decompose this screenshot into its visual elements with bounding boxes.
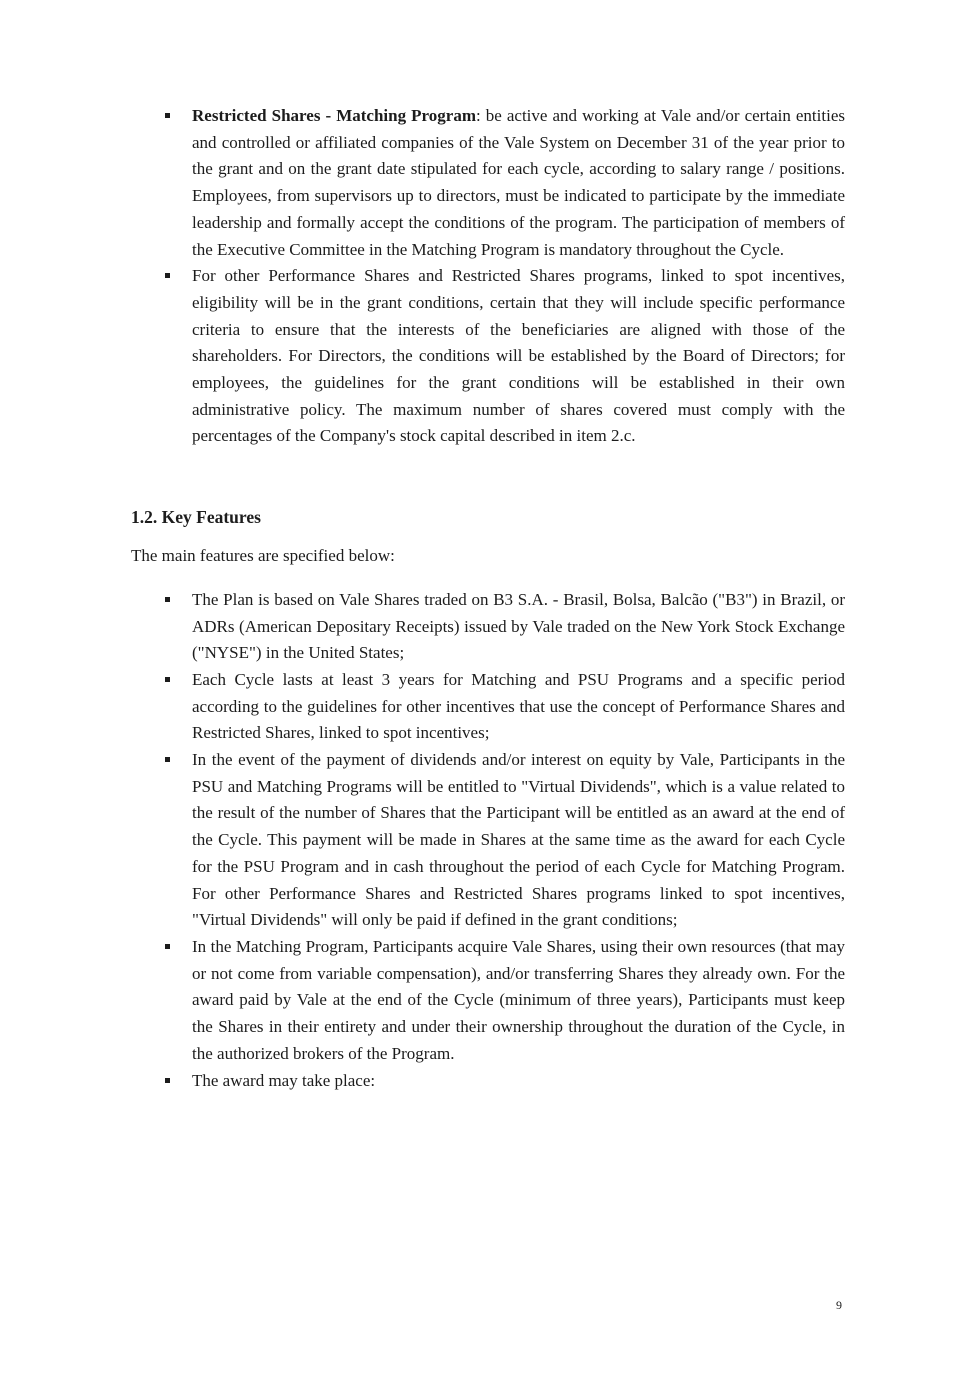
- eligibility-bullet-list: [131, 103, 845, 450]
- bullet-item: [131, 103, 845, 263]
- bullet-item: [131, 1068, 845, 1095]
- page-content: [131, 103, 845, 1094]
- bullet-square-icon: [165, 1078, 170, 1083]
- bullet-bold-lead: Restricted Shares - Matching Program: [192, 106, 476, 125]
- bullet-item: [131, 747, 845, 934]
- bullet-item: [131, 263, 845, 450]
- bullet-text: In the event of the payment of dividends and/or interest on equity by Vale, Participants in the PSU and Matching Programs will be entitled to "Virtual Dividends", which is a value related to the result of the number of Shares that the Participant will be entitled as an award at the end of the Cycle. This payment will be made in Shares at the same time as the award for each Cycle for the PSU Program and in cash throughout the period of each Cycle for Matching Program. For other Performance Shares and Restricted Shares programs linked to spot incentives, "Virtual Dividends" will only be paid if defined in the grant conditions;: [192, 750, 845, 930]
- bullet-text: In the Matching Program, Participants acquire Vale Shares, using their own resources (that may or not come from variable compensation), and/or transferring Shares they already own. For the award paid by Vale at the end of the Cycle (minimum of three years), Participants must keep the Shares in their entirety and under their ownership throughout the duration of the Cycle, in the authorized brokers of the Program.: [192, 936, 845, 1063]
- bullet-square-icon: [165, 757, 170, 762]
- key-features-bullet-list: [131, 587, 845, 1094]
- bullet-item: [131, 934, 845, 1068]
- page-number: 9: [836, 1298, 842, 1312]
- section-heading-key-features: 1.2. Key Features: [131, 507, 261, 528]
- bullet-square-icon: [165, 273, 170, 278]
- bullet-square-icon: [165, 677, 170, 682]
- bullet-square-icon: [165, 113, 170, 118]
- bullet-text: Each Cycle lasts at least 3 years for Matching and PSU Programs and a specific period according to the guidelines for other incentives that use the concept of Performance Shares and Restricted Shares, linked to spot incentives;: [192, 669, 845, 743]
- bullet-square-icon: [165, 944, 170, 949]
- bullet-item: [131, 667, 845, 747]
- bullet-item: [131, 587, 845, 667]
- bullet-text: For other Performance Shares and Restricted Shares programs, linked to spot incentives, eligibility will be in the grant conditions, certain that they will include specific performance criteria to ensure that the interests of the beneficiaries are aligned with those of the shareholders. For Directors, the conditions will be established by the Board of Directors; for employees, the guidelines for the grant conditions will be established in their own administrative policy. The maximum number of shares covered must comply with the percentages of the Company's stock capital described in item 2.c.: [192, 266, 845, 446]
- bullet-text: : be active and working at Vale and/or certain entities and controlled or affiliated companies of the Vale System on December 31 of the year prior to the grant and on the grant date stipulated for each cycle, according to salary range / positions. Employees, from supervisors up to directors, must be indicated to participate by the immediate leadership and formally accept the conditions of the program. The participation of members of the Executive Committee in the Matching Program is mandatory throughout the Cycle.: [192, 106, 845, 259]
- bullet-text: The award may take place:: [192, 1070, 376, 1090]
- intro-paragraph: The main features are specified below:: [131, 546, 395, 566]
- bullet-square-icon: [165, 597, 170, 602]
- bullet-text: The Plan is based on Vale Shares traded on B3 S.A. - Brasil, Bolsa, Balcão ("B3") in Brazil, or ADRs (American Depositary Receipts) issued by Vale traded on the New York Stock Exchange ("NYSE") in the United States;: [192, 589, 845, 663]
